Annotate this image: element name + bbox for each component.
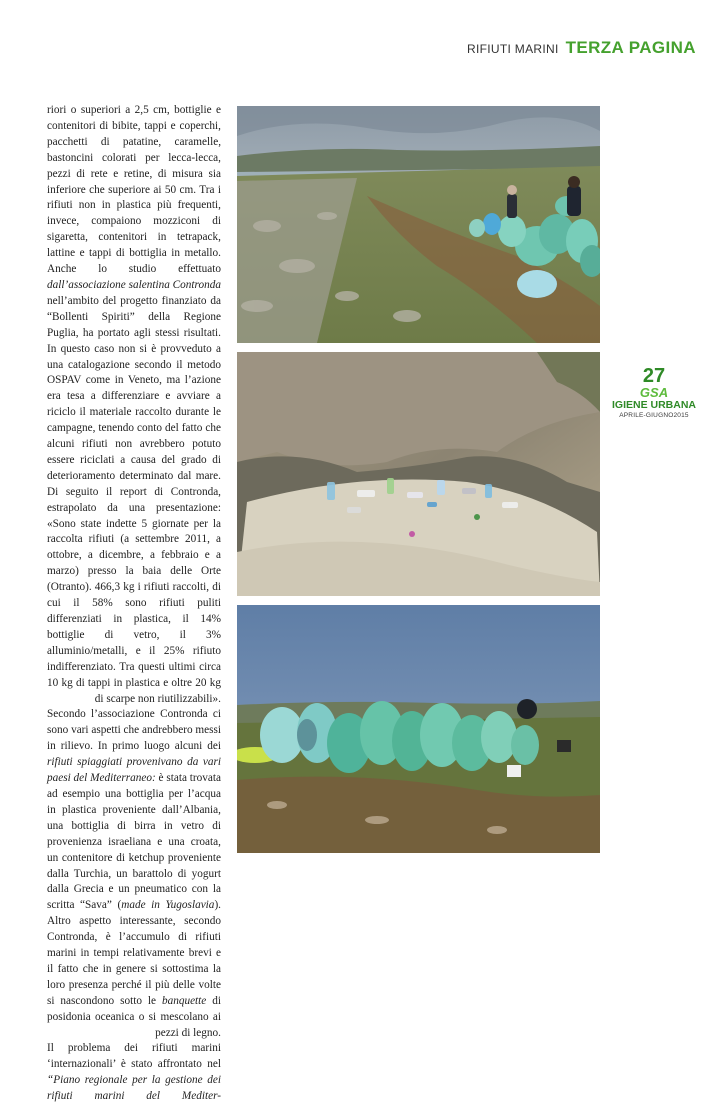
italic-run: banquette bbox=[161, 994, 207, 1007]
text-run: riori o superiori a 2,5 cm, bottiglie e contenitori di bibite, tappi e coperchi, pacchetti di patatine, caramelle, bastoncini colorati per lecca-lecca, pezzi di rete e retine, di misura sia inferiore che superiore ai 50 cm. Tra i rifiuti non in plastica più frequenti, invece, compaiono mozziconi di sigaretta, contenitori in tetrapack, lattine e tappi di bottiglia in metallo. Anche lo studio effettuato bbox=[47, 104, 221, 276]
section-label: RIFIUTI MARINI bbox=[467, 42, 559, 56]
paragraph-3 bbox=[47, 1041, 221, 1105]
text-run: Secondo l’associazione Contronda ci sono vari aspetti che andrebbero messi in rilievo. In primo luogo alcuni dei bbox=[47, 708, 222, 753]
italic-run: “Piano regionale per la gestione dei rifiuti marini del Mediter- bbox=[47, 1074, 221, 1103]
running-header bbox=[467, 38, 696, 58]
photo-volunteers-collecting-bags bbox=[237, 106, 600, 343]
text-run: nell’ambito del progetto finanziato da “Bollenti Spiriti” della Regione Puglia, ha portato agli stessi risultati. In questo caso non si è provveduto a una catalogazione secondo il metodo OSPAV come in Veneto, ma l’azione era tesa a differenziare e avviare a riciclo il materiale raccolto durante le campagne, tenendo conto del fatto che alcuni rifiuti non avrebbero potuto essere riciclati a causa del grado di deterioramento determinato dal mare. Di seguito il report di Contronda, estrapolato da una presentazione: «Sono state indette 5 giornate per la raccolta rifiuti (a settembre 2011, a ottobre, a dicembre, a febbraio e a marzo) presso la baia delle Orte (Otranto). 466,3 kg i rifiuti raccolti, di cui il 58% sono rifiuti puliti differenziati in plastica, il 14% bottiglie di vetro, il 3% alluminio/metalli, e il 25% rifiuto indifferenziato. Tra questi ultimi circa 10 kg di tappi in plastica e oltre 20 kg di scarpe non riutilizzabili». bbox=[47, 294, 221, 705]
issue-date: APRILE-GIUGNO2015 bbox=[619, 412, 689, 419]
brand-logo-text: GSA bbox=[639, 385, 669, 400]
photo-collected-bags-pile bbox=[237, 605, 600, 853]
magazine-name: IGIENE URBANA bbox=[611, 399, 696, 411]
italic-run: dall’associazione salentina Contronda bbox=[47, 278, 221, 291]
italic-run: made in Yugoslavia bbox=[121, 899, 215, 912]
text-run: ). Altro aspetto interessante, secondo Contronda, è l’accumulo di rifiuti marini in tempi relativamente brevi e il fatto che in genere si sottostima la loro presenza perché il più delle volte si nascondono sotto le bbox=[47, 899, 221, 1007]
page-number: 27 bbox=[642, 365, 666, 387]
article-column bbox=[47, 103, 221, 1105]
paragraph-1 bbox=[47, 103, 221, 707]
photo-waste-in-rock-crevice bbox=[237, 352, 600, 596]
text-run: è stata trovata ad esempio una bottiglia per l’acqua in plastica proveniente dall’Albania, una bottiglia di birra in vetro di provenienza israeliana e una croata, un contenitore di ketchup proveniente dalla Turchia, un barattolo di yogurt dalla Grecia e un pneumatico con la scritta “Sava” ( bbox=[47, 772, 222, 912]
italic-run: rifiuti spiaggiati provenivano da vari paesi del Mediterraneo: bbox=[47, 756, 221, 785]
text-run: Il problema dei rifiuti marini ‘internazionali’ è stato affrontato nel bbox=[47, 1042, 221, 1071]
header-title: TERZA PAGINA bbox=[565, 38, 696, 57]
text-run: di posidonia oceanica o si mescolano ai pezzi di legno. bbox=[47, 994, 221, 1039]
paragraph-2 bbox=[47, 707, 221, 1041]
magazine-badge bbox=[608, 366, 700, 420]
